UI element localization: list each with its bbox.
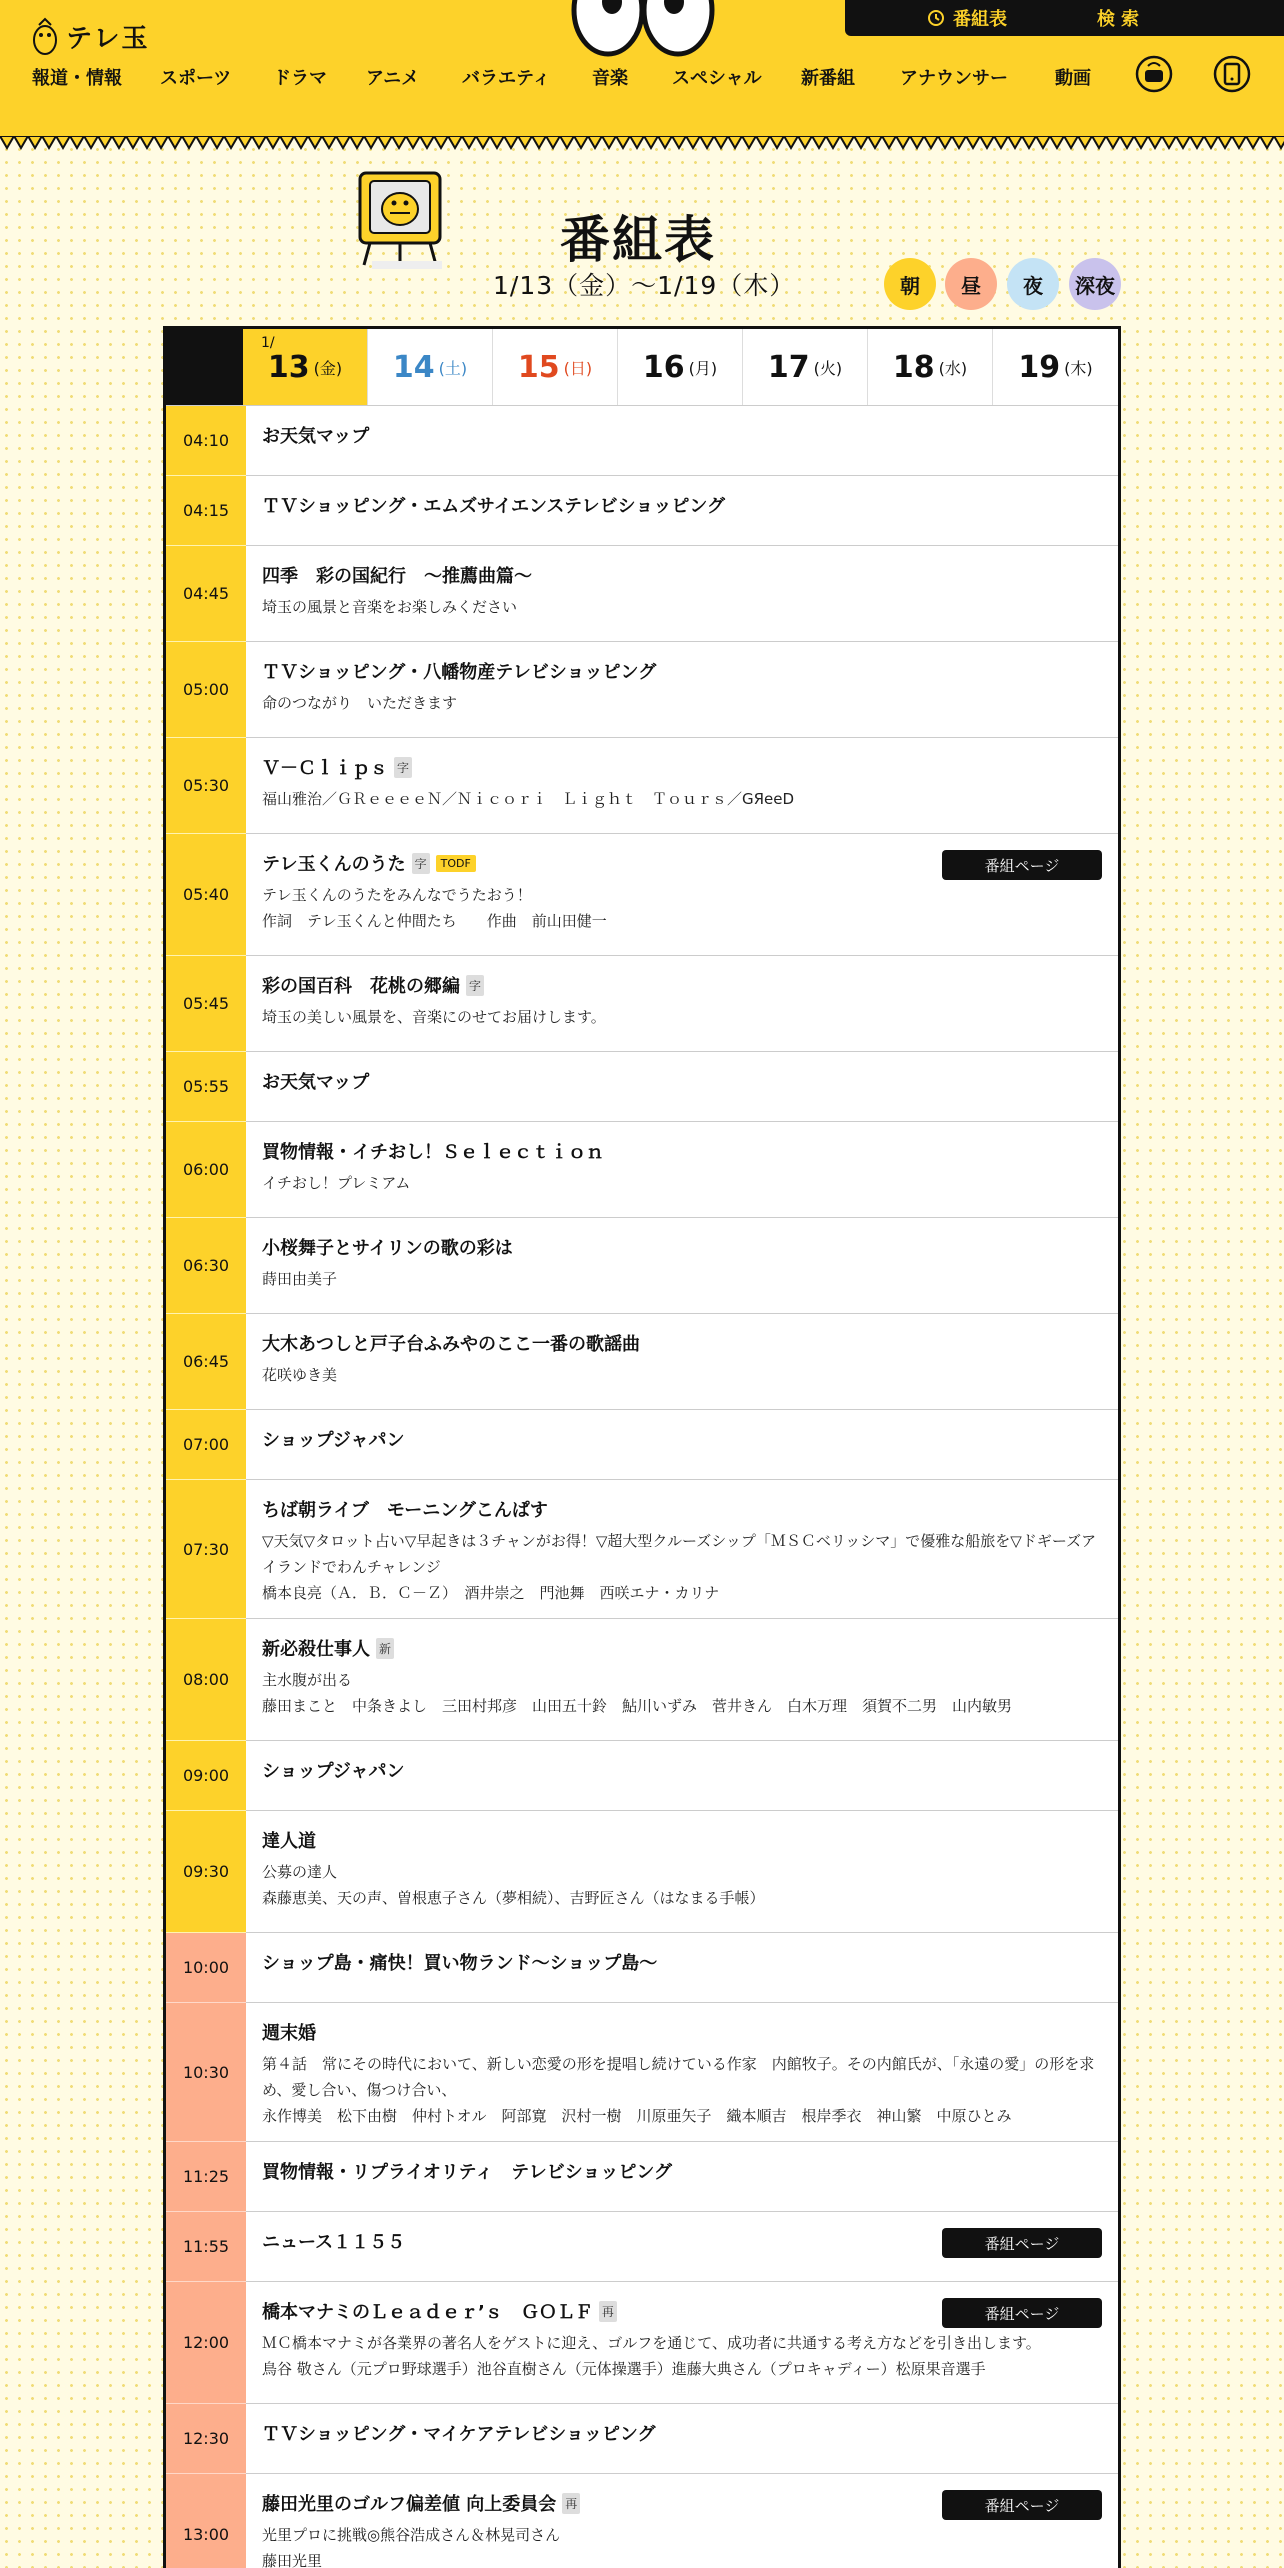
program-info: [246, 642, 1118, 737]
program-time: 04:45: [166, 546, 246, 642]
program-info: [246, 1052, 1118, 1121]
program-title-line: [262, 1827, 1102, 1853]
program-description: 公募の達人: [262, 1863, 338, 1881]
program-description: 橋本良亮（Ａ．Ｂ．Ｃ－Ｚ） 酒井崇之 門池舞 西咲エナ・カリナ: [262, 1584, 720, 1602]
program-description: 第４話 常にその時代において、新しい恋愛の形を提唱し続けている作家 内館牧子。その内館氏が、「永遠の愛」の形を求め、愛し合い、傷つけ合い、: [262, 2055, 1095, 2099]
program-time: 09:00: [166, 1741, 246, 1811]
site-header: [0, 0, 1284, 138]
program-info: [246, 1480, 1118, 1618]
program-row: [166, 956, 1118, 1052]
program-row: [166, 1480, 1118, 1619]
program-description: ＭＣ橋本マナミが各業界の著名人をゲストに迎え、ゴルフを通じて、成功者に共通する考え方などを引き出します。: [262, 2334, 1041, 2352]
day-tab-19[interactable]: [993, 329, 1118, 405]
program-time: 10:30: [166, 2003, 246, 2142]
program-description: 蒔田由美子: [262, 1270, 338, 1288]
program-time: 12:30: [166, 2404, 246, 2474]
program-info: [246, 834, 1118, 955]
program-row: [166, 2474, 1118, 2568]
program-info: [246, 1218, 1118, 1313]
program-info: [246, 1811, 1118, 1932]
program-info: [246, 1122, 1118, 1217]
program-description: 埼玉の風景と音楽をお楽しみください: [262, 598, 518, 616]
program-time: 11:55: [166, 2212, 246, 2282]
schedule-button-label: 番組表: [953, 9, 1007, 30]
program-title[interactable]: 新必殺仕事人: [262, 1639, 370, 1660]
clock-icon: [927, 9, 945, 27]
tele-tama-app-icon[interactable]: [1134, 52, 1174, 96]
day-tabs: [166, 329, 1118, 406]
program-title[interactable]: 橋本マナミのＬｅａｄｅｒ’ｓ ＧＯＬＦ: [262, 2302, 593, 2323]
tod-label: 深夜: [1075, 273, 1115, 298]
program-info: [246, 956, 1118, 1051]
program-info: [246, 2142, 1118, 2211]
day-number: 17: [767, 349, 810, 385]
program-page-button[interactable]: 番組ページ: [942, 850, 1102, 880]
program-row: [166, 1052, 1118, 1122]
program-time: 06:45: [166, 1314, 246, 1410]
program-row: [166, 1122, 1118, 1218]
program-title[interactable]: ニュース１１５５: [262, 2232, 406, 2253]
tv-mascot-icon: [352, 165, 462, 275]
program-time: 04:10: [166, 406, 246, 476]
program-time: 07:30: [166, 1480, 246, 1619]
program-title[interactable]: ちば朝ライブ モーニングこんぱす: [262, 1500, 548, 1521]
program-title[interactable]: ＴＶショッピング・マイケアテレビショッピング: [262, 2424, 656, 2445]
tele-tama-pass-icon[interactable]: [1212, 52, 1252, 96]
search-button[interactable]: 検索: [1097, 9, 1145, 30]
header-zigzag-border: [0, 136, 1284, 150]
program-title[interactable]: 買物情報・リプライオリティ テレビショッピング: [262, 2162, 673, 2183]
program-description: イチおし！プレミアム: [262, 1174, 411, 1192]
program-title-line: [262, 562, 1102, 588]
program-title-line: [262, 1757, 1102, 1783]
program-title-line: [262, 1234, 1102, 1260]
program-description: 作詞 テレ玉くんと仲間たち 作曲 前山田健一: [262, 912, 607, 930]
program-title[interactable]: 週末婚: [262, 2023, 316, 2044]
program-info: [246, 1933, 1118, 2002]
program-row: [166, 1218, 1118, 1314]
program-title[interactable]: ＴＶショッピング・エムズサイエンステレビショッピング: [262, 496, 725, 517]
tod-label: 夜: [1023, 273, 1043, 298]
program-time: 05:00: [166, 642, 246, 738]
program-row: [166, 406, 1118, 476]
program-title-line: [262, 1138, 1102, 1164]
top-utility-bar: [845, 0, 1284, 36]
program-description: 光里プロに挑戦◎熊谷浩成さん＆林晃司さん: [262, 2526, 561, 2544]
program-time: 05:40: [166, 834, 246, 956]
program-title[interactable]: ショップジャパン: [262, 1430, 405, 1451]
program-description: 藤田光里: [262, 2552, 323, 2568]
time-of-day-daytime[interactable]: [945, 258, 997, 310]
site-logo[interactable]: [30, 16, 149, 56]
program-badge: 字: [412, 853, 430, 874]
program-time: 13:00: [166, 2474, 246, 2568]
program-info: [246, 2003, 1118, 2141]
program-time: 05:55: [166, 1052, 246, 1122]
day-month: 1/: [261, 335, 275, 351]
day-tab-15[interactable]: [493, 329, 618, 405]
program-description: 花咲ゆき美: [262, 1366, 338, 1384]
program-row: [166, 2404, 1118, 2474]
day-tab-13[interactable]: [243, 329, 368, 405]
day-tab-17[interactable]: [743, 329, 868, 405]
time-of-day-morning[interactable]: [884, 258, 936, 310]
program-info: [246, 406, 1118, 475]
nav-item-sports[interactable]: スポーツ: [160, 68, 232, 89]
date-range: 1/13（金）〜1/19（木）: [493, 271, 796, 300]
program-title[interactable]: お天気マップ: [262, 426, 370, 447]
logo-text: テレ玉: [66, 23, 150, 54]
program-info: [246, 1410, 1118, 1479]
day-weekday: (月): [688, 358, 718, 378]
program-row: [166, 738, 1118, 834]
program-info: [246, 2474, 1118, 2568]
program-badge: 新: [376, 1638, 394, 1659]
program-title-line: [262, 2158, 1102, 2184]
day-number: 19: [1018, 349, 1061, 385]
time-of-day-late-night[interactable]: [1069, 258, 1121, 310]
day-tab-18[interactable]: [868, 329, 993, 405]
day-weekday: (金): [313, 358, 343, 378]
program-title[interactable]: 小桜舞子とサイリンの歌の彩は: [262, 1238, 513, 1259]
program-title-line: [262, 972, 1102, 998]
program-time: 07:00: [166, 1410, 246, 1480]
program-title[interactable]: 彩の国百科 花桃の郷編: [262, 976, 460, 997]
day-tabs-list: [243, 329, 1118, 405]
program-title[interactable]: Ｖ－Ｃｌｉｐｓ: [262, 758, 388, 779]
program-badge: 字: [466, 975, 484, 996]
program-title[interactable]: ショップ島・痛快！買い物ランド～ショップ島～: [262, 1953, 658, 1974]
program-time: 04:15: [166, 476, 246, 546]
day-number: 15: [517, 349, 560, 385]
program-info: [246, 2282, 1118, 2403]
main-nav: [0, 64, 1284, 94]
program-info: [246, 1741, 1118, 1810]
program-title-line: [262, 2019, 1102, 2045]
program-time: 05:30: [166, 738, 246, 834]
program-row: [166, 1410, 1118, 1480]
program-title[interactable]: お天気マップ: [262, 1072, 370, 1093]
program-info: [246, 1619, 1118, 1740]
day-number: 13: [267, 349, 310, 385]
day-number: 18: [892, 349, 935, 385]
program-time: 06:00: [166, 1122, 246, 1218]
mascot-eyes-icon: [568, 0, 718, 60]
program-title-line: [262, 754, 1102, 780]
program-info: [246, 738, 1118, 833]
page-title: 番組表: [560, 211, 716, 269]
program-title-line: [262, 1426, 1102, 1452]
program-title[interactable]: ＴＶショッピング・八幡物産テレビショッピング: [262, 662, 657, 683]
nav-item-video[interactable]: 動画: [1055, 68, 1091, 89]
program-time: 08:00: [166, 1619, 246, 1741]
day-number: 14: [392, 349, 435, 385]
program-title[interactable]: 四季 彩の国紀行 ～推薦曲篇～: [262, 566, 532, 587]
program-description: 鳥谷 敬さん（元プロ野球選手）池谷直樹さん（元体操選手）進藤大典さん（プロキャディー）松原果音選手: [262, 2360, 986, 2378]
program-time: 06:30: [166, 1218, 246, 1314]
program-title-line: [262, 492, 1102, 518]
program-time: 09:30: [166, 1811, 246, 1933]
program-row: [166, 1811, 1118, 1933]
tele-tama-logo-icon: [30, 16, 60, 56]
day-weekday: (土): [438, 358, 468, 378]
day-tab-14[interactable]: [368, 329, 493, 405]
program-description: ▽天気▽タロット占い▽早起きは３チャンがお得！▽超大型クルーズシップ「ＭＳＣベリッシマ」で優雅な船旅を▽ドギーズアイランドでわんチャレンジ: [262, 1532, 1097, 1576]
program-row: [166, 2282, 1118, 2404]
program-title-line: [262, 1496, 1102, 1522]
program-time: 10:00: [166, 1933, 246, 2003]
day-weekday: (火): [813, 358, 843, 378]
program-page-button[interactable]: 番組ページ: [942, 2490, 1102, 2520]
day-weekday: (木): [1064, 358, 1093, 378]
program-description: 藤田まこと 中条きよし 三田村邦彦 山田五十鈴 鮎川いずみ 菅井きん 白木万理 須賀不二男 山内敏男: [262, 1697, 1013, 1715]
program-title-line: [262, 658, 1102, 684]
program-row: [166, 1741, 1118, 1811]
nav-item-special[interactable]: スペシャル: [672, 68, 762, 89]
schedule-button[interactable]: [845, 5, 1007, 31]
program-badge: 再: [562, 2493, 580, 2514]
program-description: 命のつながり いただきます: [262, 694, 458, 712]
program-page-button[interactable]: 番組ページ: [942, 2298, 1102, 2328]
program-title[interactable]: 達人道: [262, 1831, 316, 1852]
program-description: 福山雅治／ＧＲｅｅｅｅＮ／Ｎｉｃｏｒｉ Ｌｉｇｈｔ Ｔｏｕｒｓ／GЯeeD: [262, 790, 795, 808]
program-time: 05:45: [166, 956, 246, 1052]
program-time: 11:25: [166, 2142, 246, 2212]
program-description: 主水腹が出る: [262, 1671, 353, 1689]
program-badge: 再: [599, 2301, 617, 2322]
tod-label: 昼: [961, 273, 981, 298]
time-of-day-evening[interactable]: [1007, 258, 1059, 310]
program-row: [166, 1314, 1118, 1410]
program-info: [246, 476, 1118, 545]
nav-item-anime[interactable]: アニメ: [366, 68, 420, 89]
day-number: 16: [642, 349, 685, 385]
program-title-line: [262, 1949, 1102, 1975]
program-info: [246, 546, 1118, 641]
program-title[interactable]: 藤田光里のゴルフ偏差値 向上委員会: [262, 2494, 557, 2515]
program-row: [166, 642, 1118, 738]
program-description: 埼玉の美しい風景を、音楽にのせてお届けします。: [262, 1008, 606, 1026]
program-description: テレ玉くんのうたをみんなでうたおう！: [262, 886, 532, 904]
program-list: [166, 406, 1118, 2568]
program-description: 永作博美 松下由樹 仲村トオル 阿部寛 沢村一樹 川原亜矢子 織本順吉 根岸季衣 神山繁 中原ひとみ: [262, 2107, 1012, 2125]
program-info: [246, 2212, 1118, 2281]
program-title-line: [262, 1068, 1102, 1094]
tod-label: 朝: [900, 273, 920, 298]
program-title-line: [262, 2420, 1102, 2446]
program-title-line: [262, 1635, 1102, 1661]
program-page-button[interactable]: 番組ページ: [942, 2228, 1102, 2258]
program-info: [246, 2404, 1118, 2473]
program-row: [166, 1619, 1118, 1741]
day-weekday: (日): [563, 358, 593, 378]
program-info: [246, 1314, 1118, 1409]
program-row: [166, 2003, 1118, 2142]
nav-item-drama[interactable]: ドラマ: [273, 68, 327, 89]
nav-item-variety[interactable]: バラエティ: [462, 68, 551, 89]
program-badge-todf: TODF: [436, 855, 476, 872]
program-title[interactable]: テレ玉くんのうた: [262, 854, 406, 875]
program-title[interactable]: 大木あつしと戸子台ふみやのここ一番の歌謡曲: [262, 1334, 640, 1355]
day-weekday: (水): [938, 358, 968, 378]
program-badge: 字: [394, 757, 412, 778]
program-schedule: [163, 326, 1121, 2568]
program-title[interactable]: ショップジャパン: [262, 1761, 405, 1782]
nav-item-new-programs[interactable]: 新番組: [801, 68, 855, 89]
program-row: [166, 2212, 1118, 2282]
nav-item-news[interactable]: 報道・情報: [32, 68, 122, 89]
nav-item-announcer[interactable]: アナウンサー: [900, 68, 1008, 89]
program-row: [166, 476, 1118, 546]
day-tab-16[interactable]: [618, 329, 743, 405]
program-row: [166, 1933, 1118, 2003]
program-row: [166, 546, 1118, 642]
program-description: 森藤恵美、天の声、曽根恵子さん（夢相続）、吉野匠さん（はなまる手帳）: [262, 1889, 765, 1907]
nav-item-music[interactable]: 音楽: [592, 68, 628, 89]
program-title-line: [262, 422, 1102, 448]
program-row: [166, 2142, 1118, 2212]
day-tabs-corner: [166, 329, 243, 405]
program-title-line: [262, 1330, 1102, 1356]
program-row: [166, 834, 1118, 956]
program-title[interactable]: 買物情報・イチおし！Ｓｅｌｅｃｔｉｏｎ: [262, 1142, 604, 1163]
program-time: 12:00: [166, 2282, 246, 2404]
